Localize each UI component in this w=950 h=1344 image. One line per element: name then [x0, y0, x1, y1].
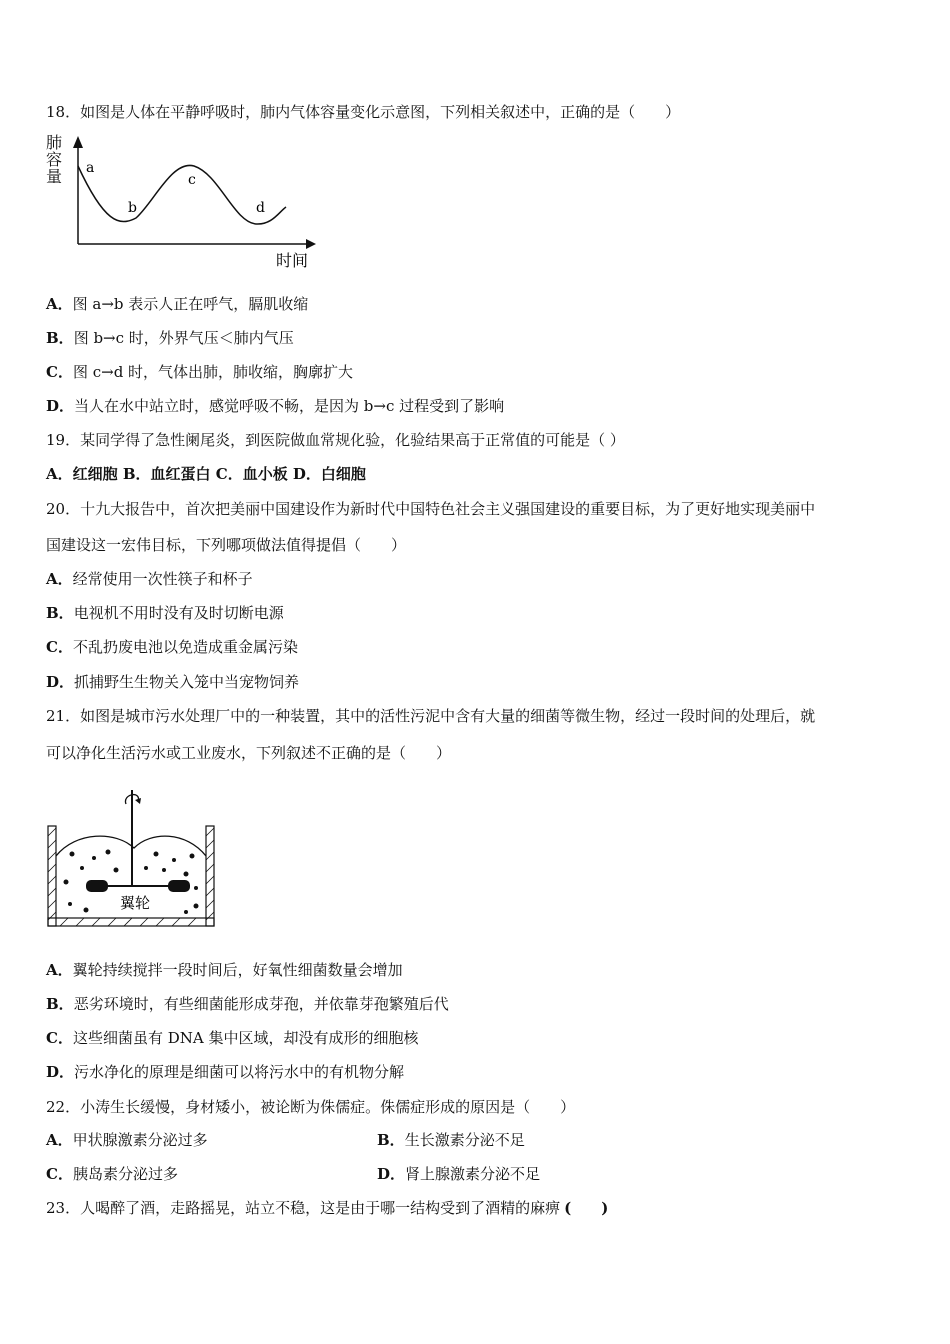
impeller-label: 翼轮	[120, 894, 151, 912]
impeller-blade-left	[86, 880, 108, 892]
q20-option-b: B．电视机不用时没有及时切断电源	[46, 604, 284, 622]
sewage-tank-figure	[46, 776, 218, 932]
q18-option-b: B．图 b→c 时，外界气压＜肺内气压	[46, 329, 294, 347]
q22-option-c: C．胰岛素分泌过多	[46, 1165, 178, 1183]
q20-stem-line1: 20．十九大报告中，首次把美丽中国建设作为新时代中国特色社会主义强国建设的重要目标，为了更好地实现美丽中	[46, 500, 816, 518]
point-d-label: d	[256, 200, 265, 216]
point-b-label: b	[128, 200, 137, 216]
q20-option-c: C．不乱扔废电池以免造成重金属污染	[46, 638, 298, 656]
y-axis-label: 肺容量	[46, 133, 63, 186]
q18-option-d: D．当人在水中站立时，感觉呼吸不畅，是因为 b→c 过程受到了影响	[46, 397, 505, 415]
x-axis-arrow	[306, 239, 316, 249]
point-c-label: c	[188, 172, 196, 188]
q20-option-a: A．经常使用一次性筷子和杯子	[46, 570, 253, 588]
q22-stem: 22．小涛生长缓慢，身材矮小，被论断为侏儒症。侏儒症形成的原因是（ ）	[46, 1098, 576, 1116]
point-a-label: a	[86, 160, 95, 176]
q19-options: A．红细胞 B．血红蛋白 C．血小板 D．白细胞	[46, 465, 366, 483]
q23-answer-paren: ( )	[564, 1199, 609, 1217]
q18-option-a: A．图 a→b 表示人正在呼气，膈肌收缩	[46, 295, 309, 313]
q20-option-d: D．抓捕野生生物关入笼中当宠物饲养	[46, 673, 300, 691]
lung-volume-curve	[78, 165, 286, 224]
impeller-blade-right	[168, 880, 190, 892]
q21-option-b: B．恶劣环境时，有些细菌能形成芽孢，并依靠芽孢繁殖后代	[46, 995, 449, 1013]
q21-option-d: D．污水净化的原理是细菌可以将污水中的有机物分解	[46, 1063, 405, 1081]
q21-option-c: C．这些细菌虽有 DNA 集中区域，却没有成形的细胞核	[46, 1029, 419, 1047]
q18-stem: 18．如图是人体在平静呼吸时，肺内气体容量变化示意图，下列相关叙述中，正确的是（ ）	[46, 103, 681, 121]
q22-option-b: B．生长激素分泌不足	[377, 1131, 525, 1149]
y-axis-arrow	[73, 136, 83, 148]
q21-option-a: A．翼轮持续搅拌一段时间后，好氧性细菌数量会增加	[46, 961, 403, 979]
q18-option-c: C．图 c→d 时，气体出肺，肺收缩，胸廓扩大	[46, 363, 354, 381]
q22-option-d: D．肾上腺激素分泌不足	[377, 1165, 541, 1183]
q21-stem-line2: 可以净化生活污水或工业废水，下列叙述不正确的是（ ）	[46, 744, 452, 762]
q19-stem: 19．某同学得了急性阑尾炎，到医院做血常规化验，化验结果高于正常值的可能是（ ）	[46, 431, 625, 449]
lung-volume-figure	[44, 132, 324, 272]
q22-option-a: A．甲状腺激素分泌过多	[46, 1131, 208, 1149]
q20-stem-line2: 国建设这一宏伟目标，下列哪项做法值得提倡（ ）	[46, 536, 407, 554]
x-axis-label: 时间	[276, 251, 309, 270]
q21-stem-line1: 21．如图是城市污水处理厂中的一种装置，其中的活性污泥中含有大量的细菌等微生物，经过一段时间的处理后，就	[46, 707, 816, 725]
q23-stem: 23．人喝醉了酒，走路摇晃，站立不稳，这是由于哪一结构受到了酒精的麻痹 ( )	[46, 1199, 609, 1217]
